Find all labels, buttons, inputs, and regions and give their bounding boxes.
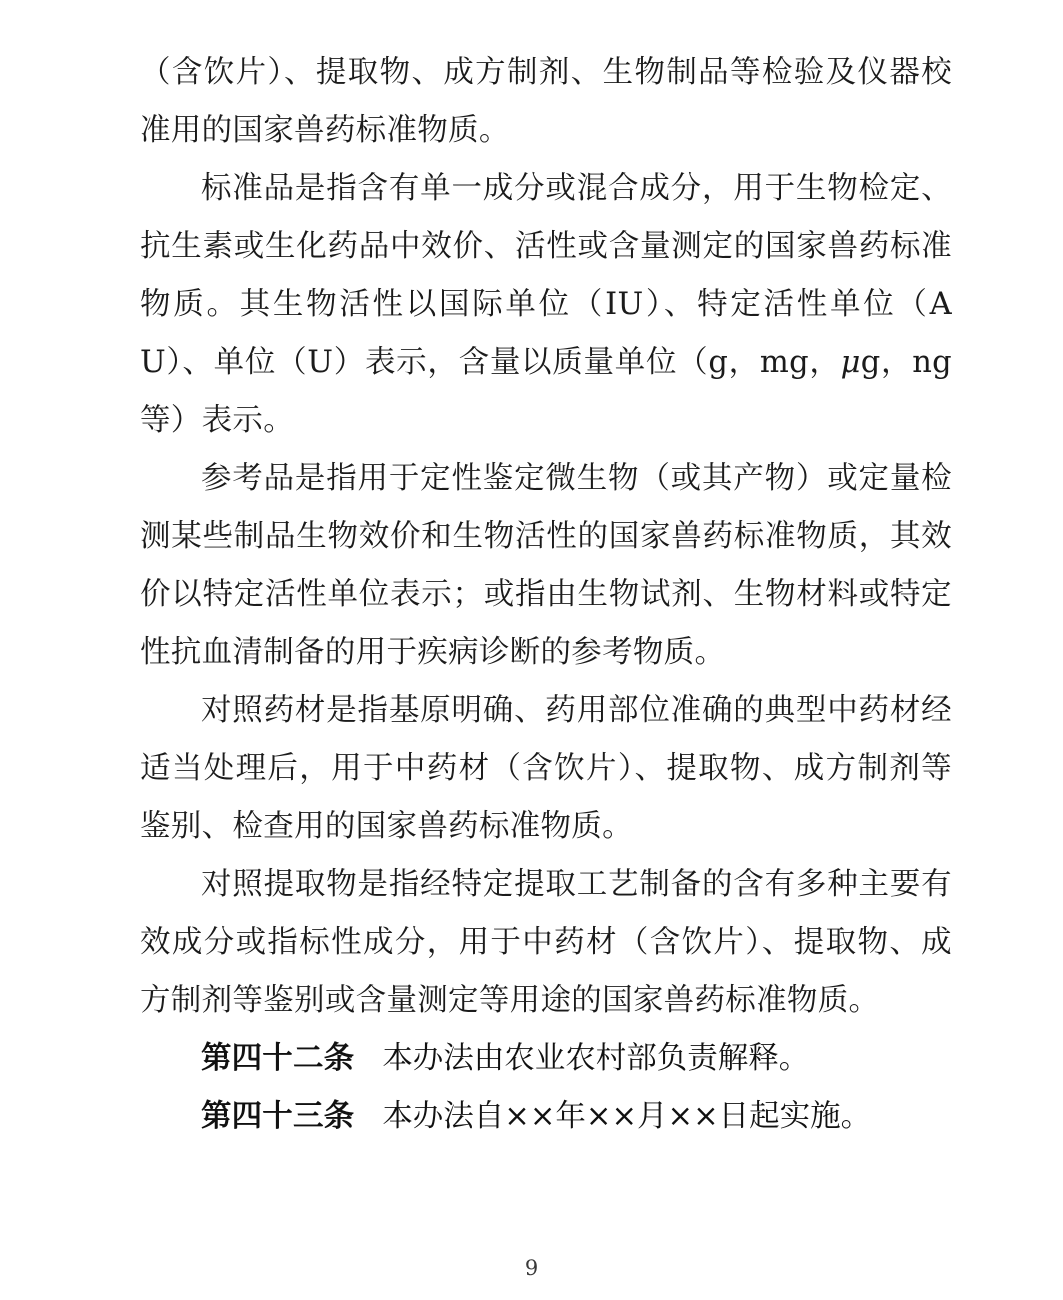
page-number: 9 — [524, 1256, 539, 1280]
document-body — [140, 44, 952, 1146]
paragraph-continuation: （含饮片）、提取物、成方制剂、生物制品等检验及仪器校准用的国家兽药标准物质。 — [140, 55, 952, 148]
unit-microgram-g: g — [860, 345, 881, 380]
unit-au: AU — [140, 287, 952, 380]
unit-mu-symbol: μ — [840, 345, 861, 380]
article-43-number: 第四十三条 — [201, 1099, 355, 1134]
paragraph-segment: ， — [728, 345, 760, 380]
paragraph-cankaopin: 参考品是指用于定性鉴定微生物（或其产物）或定量检测某些制品生物效价和生物活性的国家兽药标准物质，其效价以特定活性单位表示；或指由生物试剂、生物材料或特定性抗血清制备的用于疾病诊断的参考物质。 — [140, 461, 952, 670]
paragraph-segment: 等）表示。 — [140, 403, 295, 438]
article-43-text: 本办法自××年××月××日起实施。 — [382, 1099, 872, 1134]
article-43 — [140, 1088, 952, 1146]
unit-g: g — [708, 345, 729, 380]
unit-ng: ng — [912, 345, 952, 380]
paragraph-segment: ）、特定活性单位（ — [643, 287, 930, 322]
paragraph-segment: ）、单位（ — [166, 345, 308, 380]
unit-mg: mg — [759, 345, 809, 380]
article-42 — [140, 1030, 952, 1088]
paragraph-duizhaoyaocai: 对照药材是指基原明确、药用部位准确的典型中药材经适当处理后，用于中药材（含饮片）、提取物、成方制剂等鉴别、检查用的国家兽药标准物质。 — [140, 693, 952, 844]
paragraph-segment: ， — [880, 345, 913, 380]
paragraph-duizhaotiquwu: 对照提取物是指经特定提取工艺制备的含有多种主要有效成分或指标性成分，用于中药材（含饮片）、提取物、成方制剂等鉴别或含量测定等用途的国家兽药标准物质。 — [140, 867, 952, 1018]
paragraph-segment: ）表示，含量以质量单位（ — [333, 345, 709, 380]
paragraph-biaozhunpin — [140, 160, 952, 450]
paragraph-segment: ， — [808, 345, 841, 380]
article-42-text: 本办法由农业农村部负责解释。 — [382, 1041, 810, 1076]
article-42-number: 第四十二条 — [201, 1041, 355, 1076]
paragraph-segment: 标准品是指含有单一成分或混合成分，用于生物检定、抗生素或生化药品中效价、活性或含量测定的国家兽药标准物质。其生物活性以国际单位（ — [140, 171, 952, 322]
unit-iu: IU — [605, 287, 644, 322]
unit-u: U — [307, 345, 334, 380]
